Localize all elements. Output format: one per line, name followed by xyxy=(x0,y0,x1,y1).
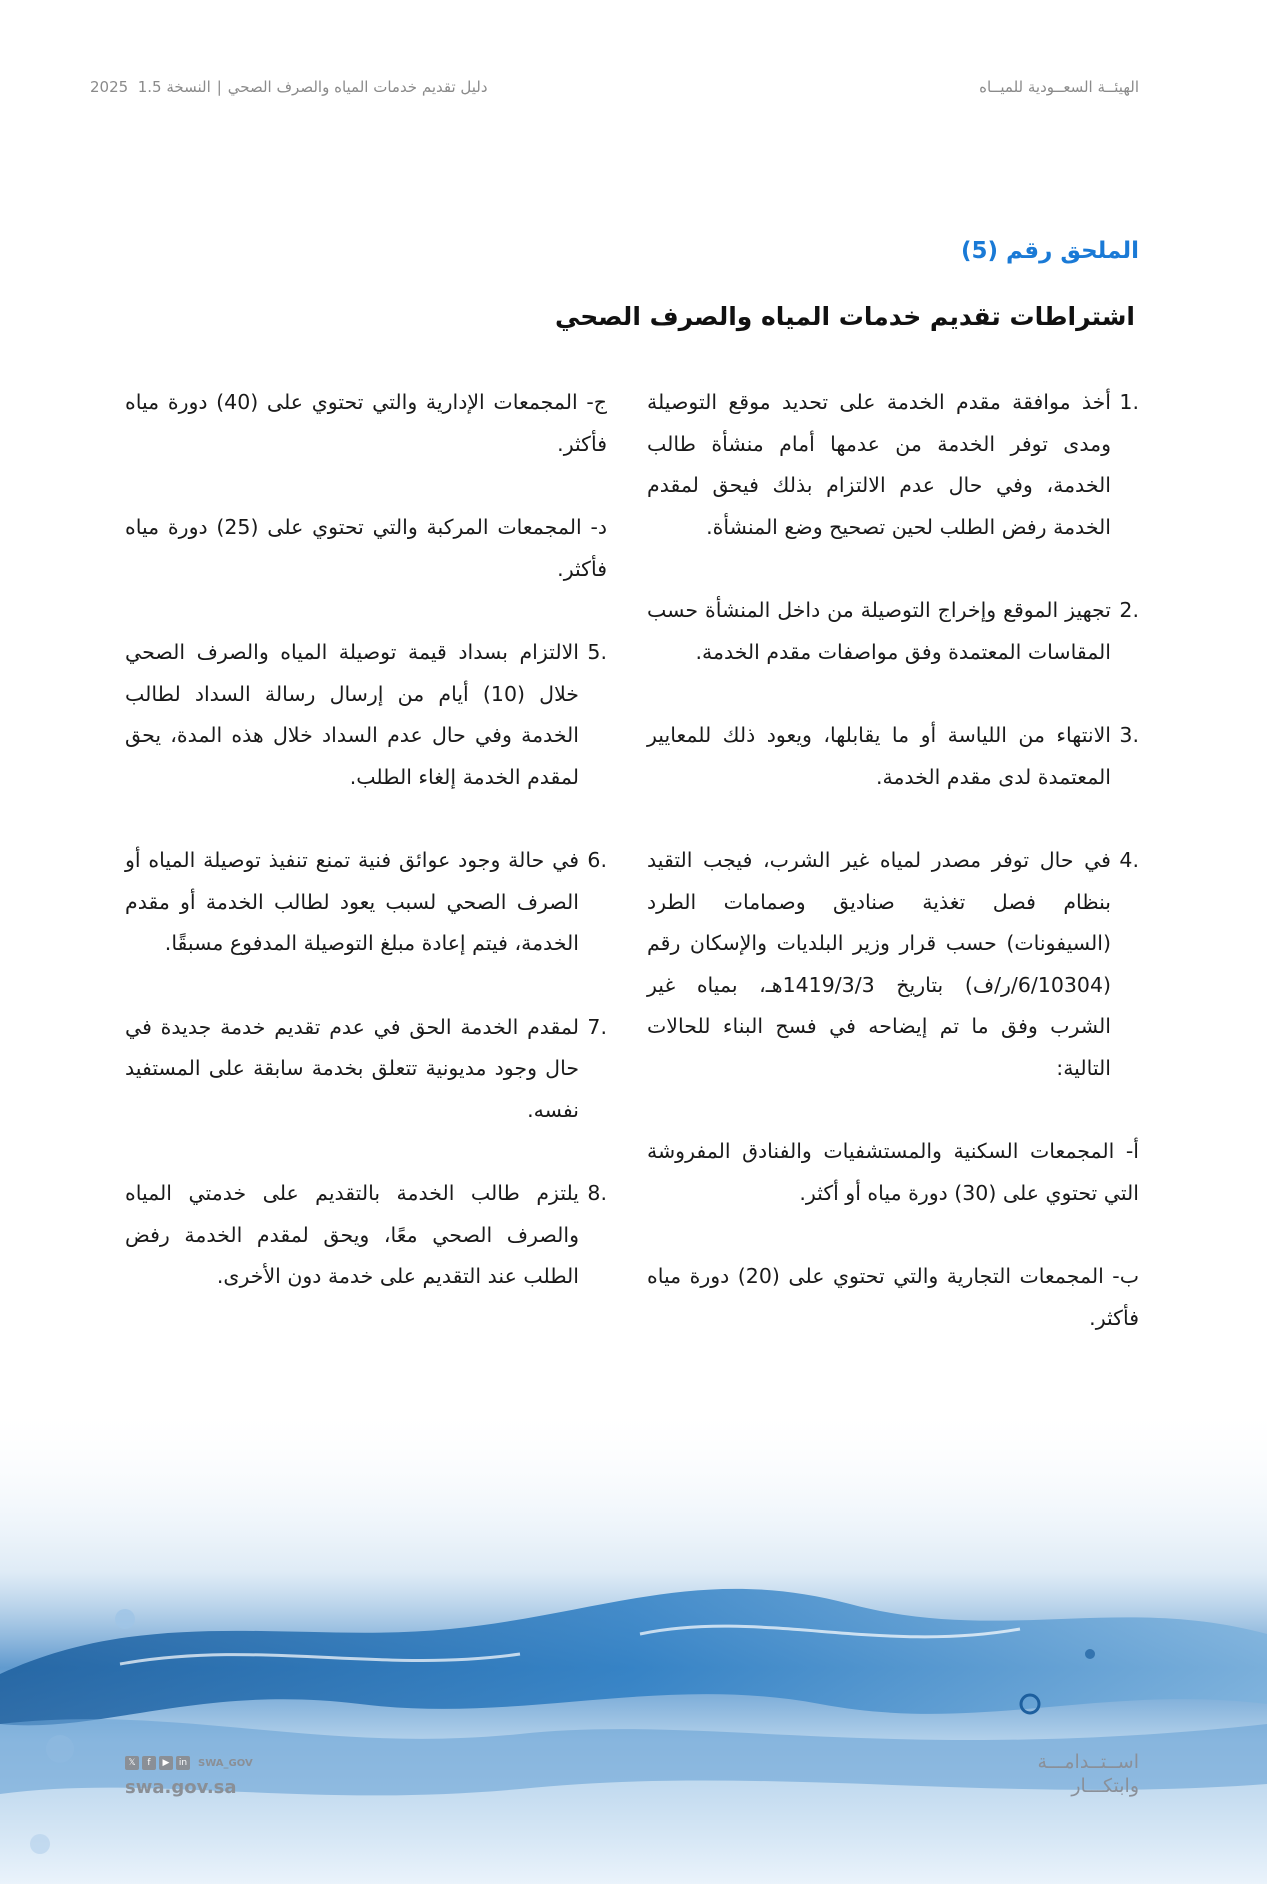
list-item xyxy=(647,590,1139,673)
slogan-line-2: وابتكـــار xyxy=(1071,1775,1139,1797)
list-item xyxy=(647,840,1139,1089)
water-splash-image xyxy=(0,1404,1267,1884)
right-column xyxy=(647,382,1139,1381)
item-text: يلتزم طالب الخدمة بالتقديم على خدمتي المياه والصرف الصحي معًا، ويحق لمقدم الخدمة رفض الطلب عند التقديم على خدمة دون الأخرى. xyxy=(125,1181,579,1288)
list-item xyxy=(125,632,607,798)
social-links xyxy=(125,1756,253,1770)
item-number: .3 xyxy=(1119,723,1139,747)
item-text: تجهيز الموقع وإخراج التوصيلة من داخل المنشأة حسب المقاسات المعتمدة وفق مواصفات مقدم الخدمة. xyxy=(647,598,1111,664)
doc-year: 2025 xyxy=(90,78,129,96)
social-handle[interactable]: SWA_GOV xyxy=(198,1757,253,1769)
list-item xyxy=(125,840,607,965)
item-number: .1 xyxy=(1119,390,1139,414)
doc-title: دليل تقديم خدمات المياه والصرف الصحي xyxy=(227,78,488,96)
item-number: .7 xyxy=(587,1014,607,1039)
list-item xyxy=(125,1007,607,1132)
list-item xyxy=(125,1173,607,1298)
item-text: الالتزام بسداد قيمة توصيلة المياه والصرف الصحي خلال (10) أيام من إرسال رسالة السداد لطالب الخدمة وفي حال عدم السداد خلال هذه المدة، يحق لمقدم الخدمة إلغاء الطلب. xyxy=(125,640,579,789)
website-link[interactable]: swa.gov.sa xyxy=(125,1777,237,1798)
sub-item: ج- المجمعات الإدارية والتي تحتوي على (40) دورة مياه فأكثر. xyxy=(125,390,608,456)
item-number: .2 xyxy=(1119,598,1139,622)
item-text: في حال توفر مصدر لمياه غير الشرب، فيجب التقيد بنظام فصل تغذية صناديق وصمامات الطرد (السيفونات) حسب قرار وزير البلديات والإسكان رقم (6/10304/ر/ف) بتاريخ 1419/3/3هـ، بمياه غير الشرب وفق ما تم إيضاحه في فسح البناء للحالات التالية: xyxy=(647,848,1111,1080)
slogan-logo xyxy=(1037,1750,1139,1798)
header-divider: | xyxy=(216,78,222,96)
annex-title: الملحق رقم (5) xyxy=(960,238,1139,264)
youtube-icon[interactable]: ▶ xyxy=(159,1756,173,1770)
list-item xyxy=(647,382,1139,548)
slogan-line-1: اســتــدامـــة xyxy=(1037,1751,1139,1773)
item-number: .4 xyxy=(1119,848,1139,872)
x-icon[interactable]: 𝕏 xyxy=(125,1756,139,1770)
sub-item: ب- المجمعات التجارية والتي تحتوي على (20) دورة مياه فأكثر. xyxy=(647,1264,1139,1330)
item-number: .8 xyxy=(587,1181,607,1205)
item-number: .5 xyxy=(587,640,607,664)
sub-item: أ- المجمعات السكنية والمستشفيات والفنادق المفروشة التي تحتوي على (30) دورة مياه أو أكثر. xyxy=(647,1139,1139,1205)
left-column xyxy=(125,382,607,1340)
linkedin-icon[interactable]: in xyxy=(176,1756,190,1770)
item-number: .6 xyxy=(587,848,607,872)
item-text: لمقدم الخدمة الحق في عدم تقديم خدمة جديدة في حال وجود مديونية تتعلق بخدمة سابقة على المستفيد نفسه. xyxy=(125,1014,579,1122)
org-name: الهيئــة السعــودية للميــاه xyxy=(979,78,1139,96)
doc-version: النسخة 1.5 xyxy=(137,78,211,96)
sub-item: د- المجمعات المركبة والتي تحتوي على (25) دورة مياه فأكثر. xyxy=(125,515,607,581)
section-title: اشتراطات تقديم خدمات المياه والصرف الصحي xyxy=(554,302,1135,331)
item-text: في حالة وجود عوائق فنية تمنع تنفيذ توصيلة المياه أو الصرف الصحي لسبب يعود لطالب الخدمة أو مقدم الخدمة، فيتم إعادة مبلغ التوصيلة المدفوع مسبقًا. xyxy=(125,848,579,955)
doc-header-info xyxy=(90,78,488,96)
item-text: أخذ موافقة مقدم الخدمة على تحديد موقع التوصيلة ومدى توفر الخدمة من عدمها أمام منشأة طالب الخدمة، وفي حال عدم الالتزام بذلك فيحق لمقدم الخدمة رفض الطلب لحين تصحيح وضع المنشأة. xyxy=(647,390,1111,539)
list-item xyxy=(647,715,1139,798)
item-text: الانتهاء من اللياسة أو ما يقابلها، ويعود ذلك للمعايير المعتمدة لدى مقدم الخدمة. xyxy=(647,723,1111,789)
facebook-icon[interactable]: f xyxy=(142,1756,156,1770)
